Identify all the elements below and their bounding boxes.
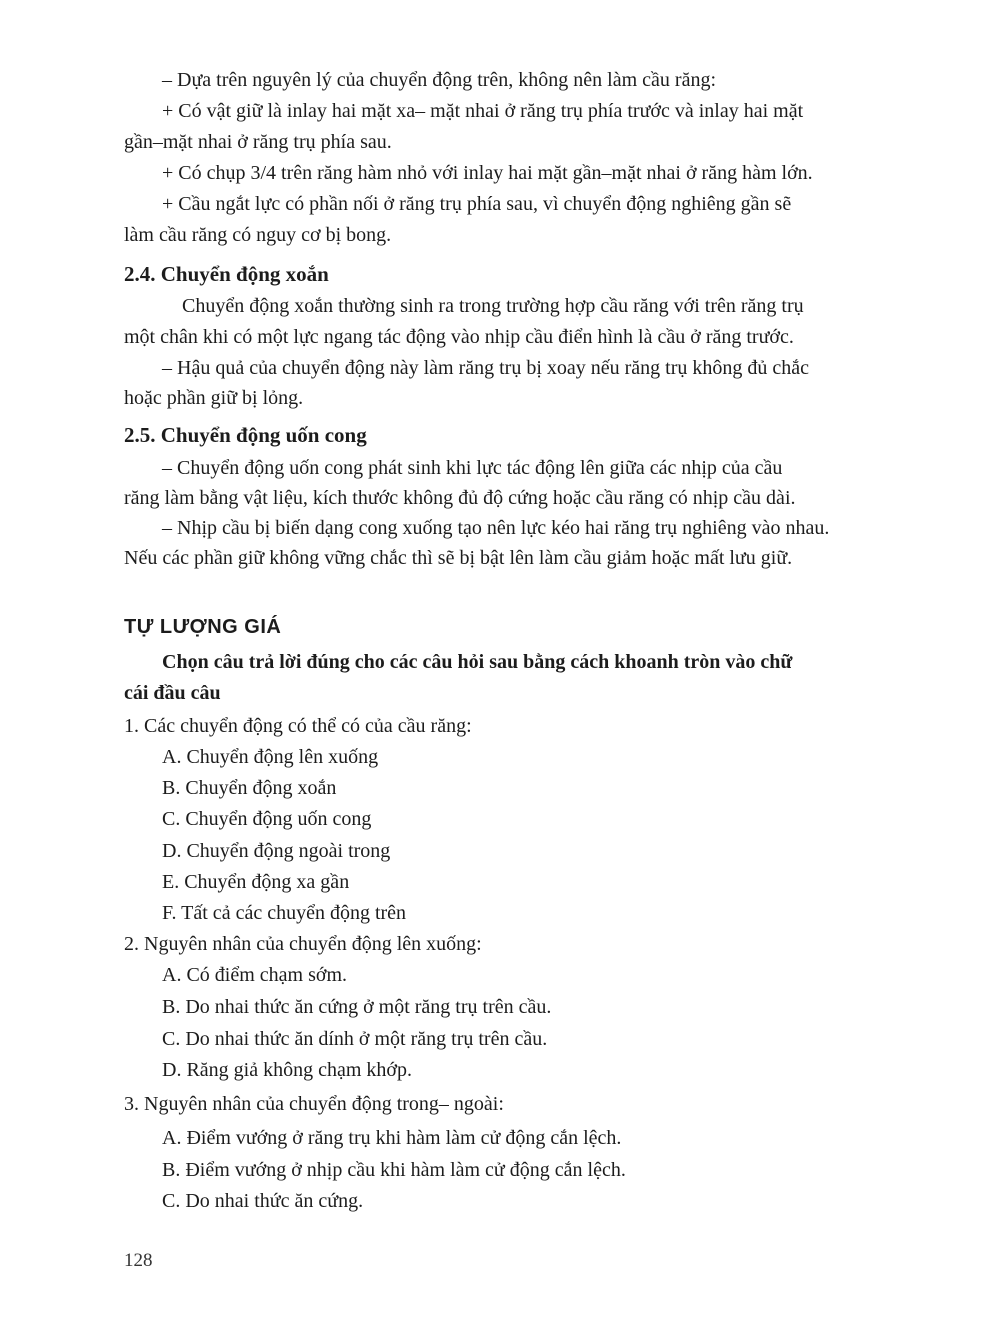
answer-option[interactable]: C. Chuyển động uốn cong [162,808,372,830]
paragraph-line: – Hậu quả của chuyển động này làm răng trụ bị xoay nếu răng trụ không đủ chắc [162,357,810,379]
section-heading-2-5: 2.5. Chuyển động uốn cong [124,423,367,447]
paragraph-line: hoặc phần giữ bị lỏng. [124,387,304,409]
answer-option[interactable]: B. Điểm vướng ở nhịp cầu khi hàm làm cử động cắn lệch. [162,1159,626,1181]
paragraph-line: – Dựa trên nguyên lý của chuyển động trên, không nên làm cầu răng: [162,69,717,91]
answer-option[interactable]: F. Tất cả các chuyển động trên [162,902,407,924]
paragraph-line: + Có chụp 3/4 trên răng hàm nhỏ với inlay hai mặt gần–mặt nhai ở răng hàm lớn. [162,162,813,184]
answer-option[interactable]: C. Do nhai thức ăn dính ở một răng trụ trên cầu. [162,1028,548,1050]
question-3: 3. Nguyên nhân của chuyển động trong– ngoài: [124,1093,504,1115]
page-number: 128 [124,1250,153,1271]
answer-option[interactable]: E. Chuyển động xa gần [162,871,350,893]
instruction-line: cái đầu câu [124,682,221,704]
section-heading-2-4: 2.4. Chuyển động xoắn [124,262,329,286]
answer-option[interactable]: A. Có điểm chạm sớm. [162,964,347,986]
answer-option[interactable]: D. Răng giả không chạm khớp. [162,1059,412,1081]
paragraph-line: + Có vật giữ là inlay hai mặt xa– mặt nhai ở răng trụ phía trước và inlay hai mặt [162,100,804,122]
answer-option[interactable]: C. Do nhai thức ăn cứng. [162,1190,364,1212]
paragraph-line: một chân khi có một lực ngang tác động vào nhịp cầu điển hình là cầu ở răng trước. [124,326,794,348]
paragraph-line: + Cầu ngắt lực có phần nối ở răng trụ phía sau, vì chuyển động nghiêng gần sẽ [162,193,792,215]
answer-option[interactable]: B. Chuyển động xoắn [162,777,337,799]
paragraph-line: làm cầu răng có nguy cơ bị bong. [124,224,392,246]
paragraph-line: – Chuyển động uốn cong phát sinh khi lực tác động lên giữa các nhịp của cầu [162,457,783,479]
instruction-line: Chọn câu trả lời đúng cho các câu hỏi sau bằng cách khoanh tròn vào chữ [162,651,793,673]
self-assessment-heading: TỰ LƯỢNG GIÁ [124,616,282,638]
paragraph-line: gần–mặt nhai ở răng trụ phía sau. [124,131,392,153]
paragraph-line: răng làm bằng vật liệu, kích thước không đủ độ cứng hoặc cầu răng có nhịp cầu dài. [124,487,796,509]
question-2: 2. Nguyên nhân của chuyển động lên xuống: [124,933,482,955]
question-1: 1. Các chuyển động có thể có của cầu răng: [124,715,472,737]
answer-option[interactable]: A. Điểm vướng ở răng trụ khi hàm làm cử động cắn lệch. [162,1127,622,1149]
answer-option[interactable]: D. Chuyển động ngoài trong [162,840,391,862]
answer-option[interactable]: A. Chuyển động lên xuống [162,746,379,768]
paragraph-line: Nếu các phần giữ không vững chắc thì sẽ bị bật lên làm cầu giảm hoặc mất lưu giữ. [124,547,793,569]
answer-option[interactable]: B. Do nhai thức ăn cứng ở một răng trụ trên cầu. [162,996,552,1018]
paragraph-line: – Nhịp cầu bị biến dạng cong xuống tạo nên lực kéo hai răng trụ nghiêng vào nhau. [162,517,830,539]
paragraph-line: Chuyển động xoắn thường sinh ra trong trường hợp cầu răng với trên răng trụ [182,295,804,317]
